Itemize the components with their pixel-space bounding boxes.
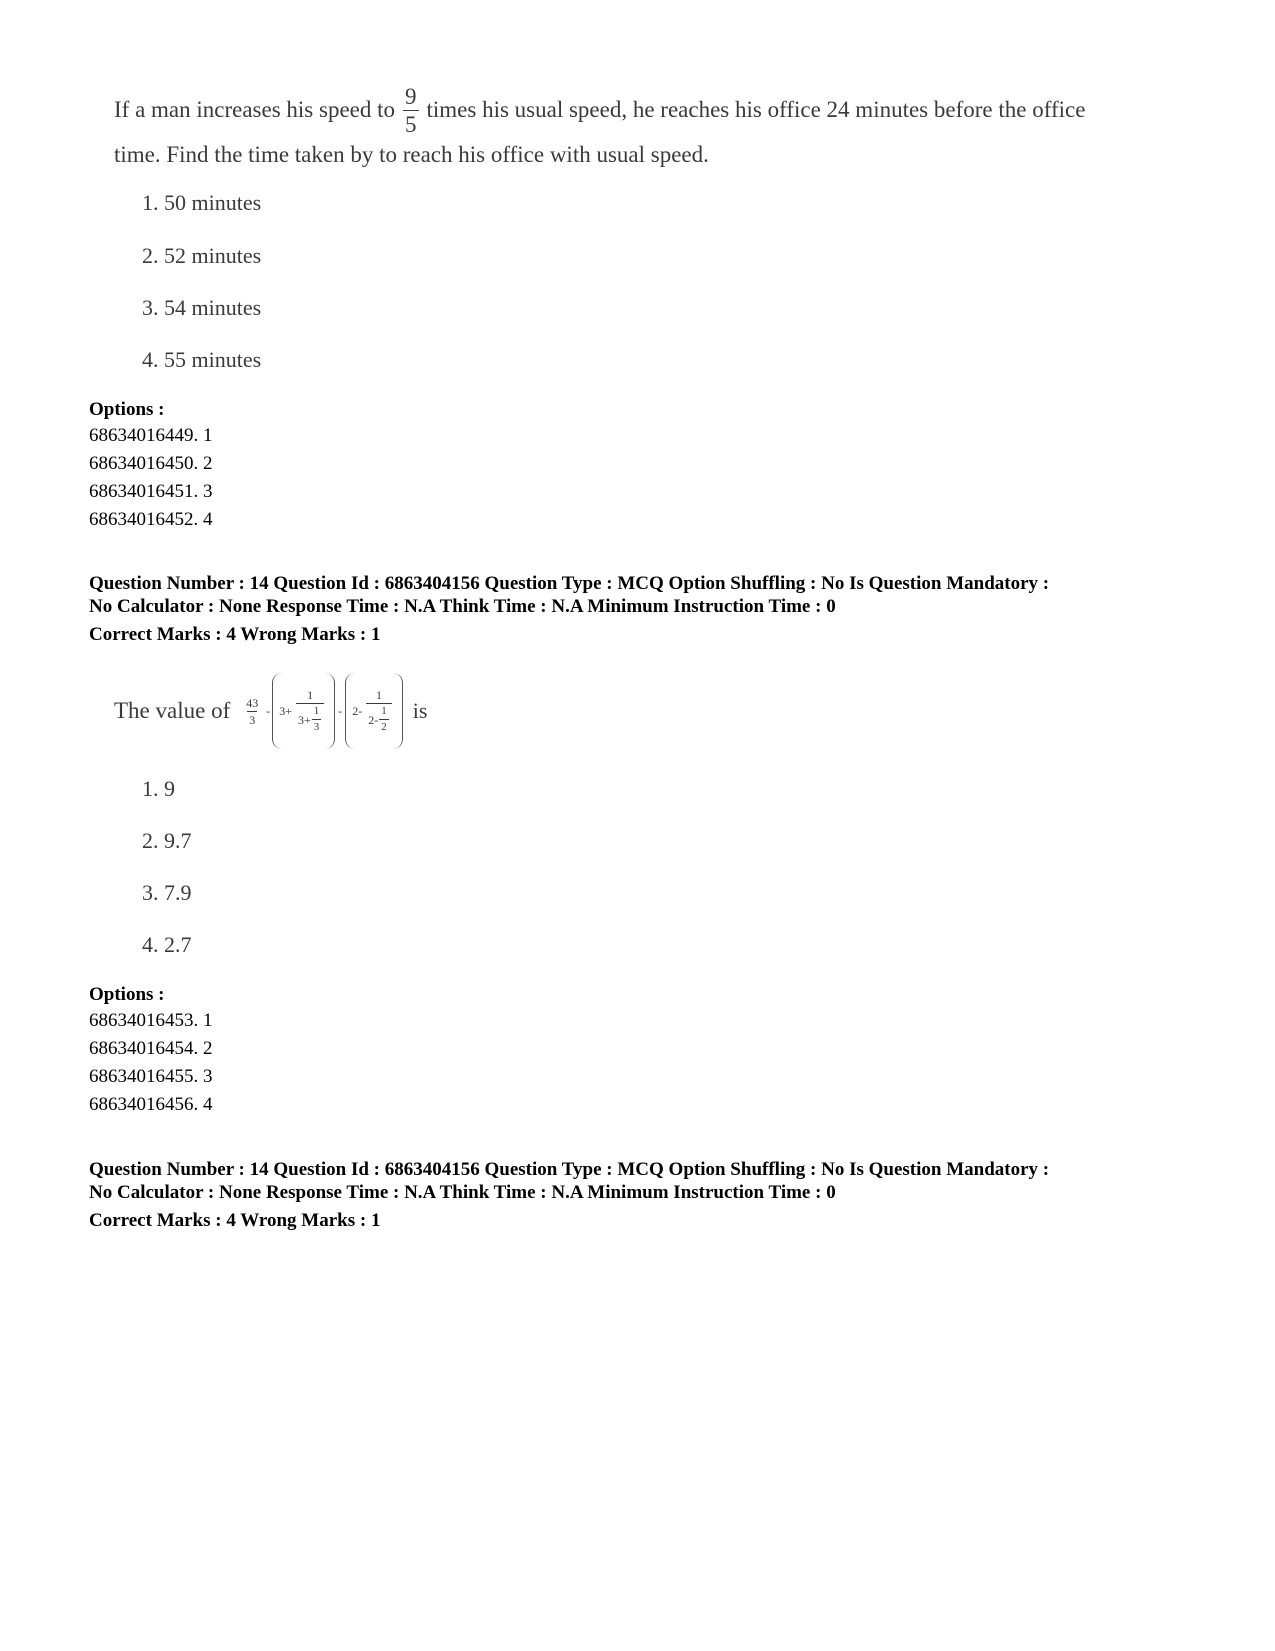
q13-options-list xyxy=(89,422,213,534)
q13-option-id: 68634016451. 3 xyxy=(89,481,213,502)
q14-marks: Correct Marks : 4 Wrong Marks : 1 xyxy=(89,624,381,645)
q13-fraction: $\frac{9}{5}$ xyxy=(405,83,417,137)
q15-meta-line2: No Calculator : None Response Time : N.A Think Time : N.A Minimum Instruction Time : 0 xyxy=(89,1182,836,1203)
q14-options-label: Options : xyxy=(89,984,165,1005)
q14-paren-2: 2- 1 2- $\frac{1}{2}$ xyxy=(345,673,403,749)
q14-choice-3: 3. 7.9 xyxy=(142,880,192,905)
q13-choice-1: 1. 50 minutes xyxy=(142,190,262,215)
q14-option-id: 68634016455. 3 xyxy=(89,1066,213,1087)
question-14-text xyxy=(114,670,427,752)
q15-header xyxy=(89,1158,1189,1232)
q15-marks: Correct Marks : 4 Wrong Marks : 1 xyxy=(89,1210,381,1231)
q14-text-before: The value of xyxy=(114,698,231,723)
q14-header xyxy=(89,572,1189,646)
q14-text-after: is xyxy=(412,698,428,723)
q14-option-id: 68634016456. 4 xyxy=(89,1094,213,1115)
q14-meta-line1: Question Number : 14 Question Id : 6863404156 Question Type : MCQ Option Shuffling : No Is Question Mandatory : xyxy=(89,573,1050,594)
q13-choice-4: 4. 55 minutes xyxy=(142,347,262,372)
q13-options-label: Options : xyxy=(89,399,165,420)
q14-choice-4: 4. 2.7 xyxy=(142,932,192,957)
q14-option-id: 68634016453. 1 xyxy=(89,1010,213,1031)
q13-text-after: times his usual speed, he reaches his office 24 minutes before the office xyxy=(426,97,1086,122)
q13-choice-3: 3. 54 minutes xyxy=(142,295,262,320)
q14-choice-1: 1. 9 xyxy=(142,776,175,801)
q14-paren-1: 3+ 1 3+ $\frac{1}{3}$ xyxy=(272,673,335,749)
q14-options-list xyxy=(89,1007,213,1119)
q14-math-expression: $\frac{43}{3}$ - 3+ 1 3+ $\frac{1}{3}$ - 2- 1 2- $\frac{1}{2}$ xyxy=(240,673,403,749)
q13-choice-2: 2. 52 minutes xyxy=(142,243,262,268)
q13-option-id: 68634016449. 1 xyxy=(89,425,213,446)
q15-meta-line1: Question Number : 14 Question Id : 6863404156 Question Type : MCQ Option Shuffling : No Is Question Mandatory : xyxy=(89,1159,1050,1180)
q14-choice-2: 2. 9.7 xyxy=(142,828,192,853)
q13-option-id: 68634016450. 2 xyxy=(89,453,213,474)
q13-option-id: 68634016452. 4 xyxy=(89,509,213,530)
q14-option-id: 68634016454. 2 xyxy=(89,1038,213,1059)
question-13-text xyxy=(114,80,1114,168)
q13-line2: time. Find the time taken by to reach his office with usual speed. xyxy=(114,142,709,167)
q14-frac-43-3: $\frac{43}{3}$ xyxy=(246,695,259,727)
q14-meta-line2: No Calculator : None Response Time : N.A Think Time : N.A Minimum Instruction Time : 0 xyxy=(89,596,836,617)
q13-text-before: If a man increases his speed to xyxy=(114,97,396,122)
